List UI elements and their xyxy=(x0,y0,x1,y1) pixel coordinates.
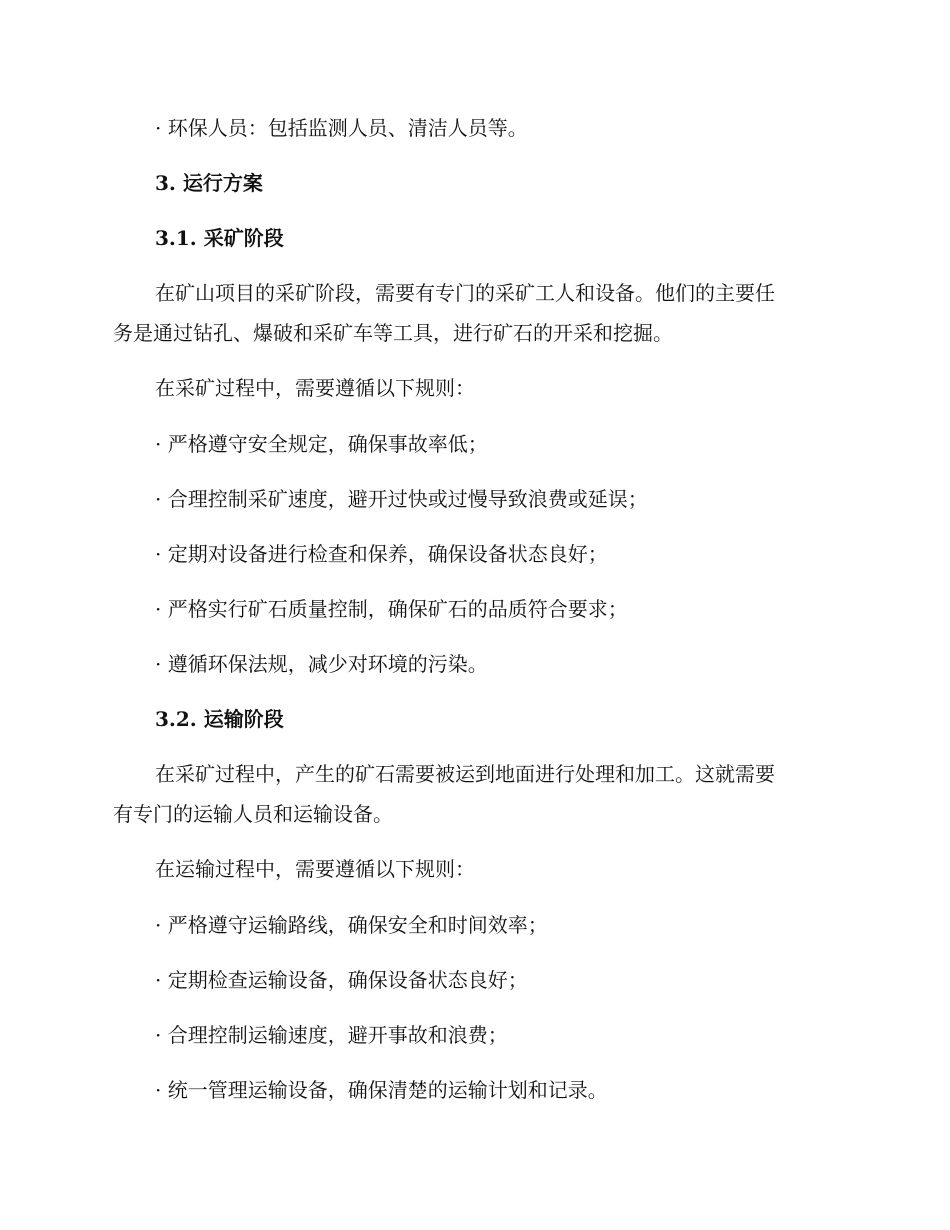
paragraph-mining-line-1: 在矿山项目的采矿阶段，需要有专门的采矿工人和设备。他们的主要任 xyxy=(155,281,775,305)
transport-rule-speed: · 合理控制运输速度，避开事故和浪费； xyxy=(155,1023,508,1047)
paragraph-transport-line-1: 在采矿过程中，产生的矿石需要被运到地面进行处理和加工。这就需要 xyxy=(155,762,775,786)
mining-rule-equipment: · 定期对设备进行检查和保养，确保设备状态良好； xyxy=(155,542,608,566)
transport-rules-intro: 在运输过程中，需要遵循以下规则： xyxy=(155,857,475,881)
mining-rule-speed: · 合理控制采矿速度，避开过快或过慢导致浪费或延误； xyxy=(155,487,648,511)
mining-rule-quality: · 严格实行矿石质量控制，确保矿石的品质符合要求； xyxy=(155,597,628,621)
heading-transport-stage: 3.2. 运输阶段 xyxy=(155,707,284,731)
bullet-environmental-staff: · 环保人员：包括监测人员、清洁人员等。 xyxy=(155,116,528,140)
mining-rules-intro: 在采矿过程中，需要遵循以下规则： xyxy=(155,376,475,400)
transport-rule-equipment-check: · 定期检查运输设备，确保设备状态良好； xyxy=(155,968,528,992)
transport-rule-management: · 统一管理运输设备，确保清楚的运输计划和记录。 xyxy=(155,1078,608,1102)
paragraph-mining-line-2: 务是通过钻孔、爆破和采矿车等工具，进行矿石的开采和挖掘。 xyxy=(113,321,673,345)
heading-mining-stage: 3.1. 采矿阶段 xyxy=(155,226,284,250)
heading-operation-plan: 3. 运行方案 xyxy=(155,171,263,195)
mining-rule-safety: · 严格遵守安全规定，确保事故率低； xyxy=(155,432,488,456)
mining-rule-environment: · 遵循环保法规，减少对环境的污染。 xyxy=(155,652,488,676)
paragraph-transport-line-2: 有专门的运输人员和运输设备。 xyxy=(113,802,393,826)
transport-rule-route: · 严格遵守运输路线，确保安全和时间效率； xyxy=(155,913,548,937)
